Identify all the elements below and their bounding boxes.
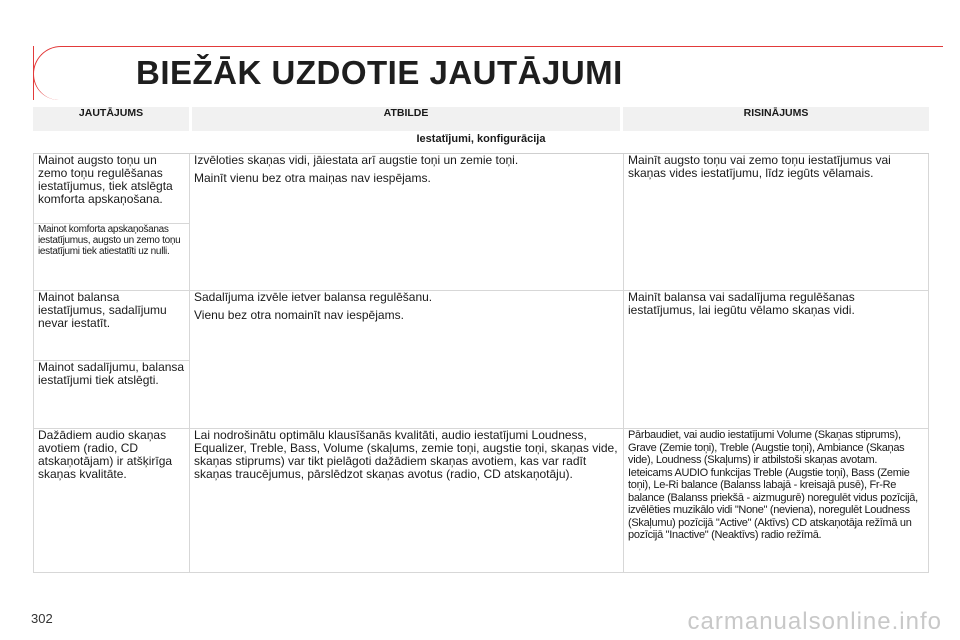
header-solution: RISINĀJUMS bbox=[623, 107, 929, 133]
question-cell bbox=[33, 224, 189, 291]
question-text: Mainot komforta apskaņošanas iestatījumus, augsto un zemo toņu iestatījumi tiek atiestatīti uz nulli. bbox=[38, 224, 181, 257]
question-text: Mainot sadalījumu, balansa iestatījumi tiek atslēgti. bbox=[38, 360, 185, 387]
faq-table bbox=[33, 107, 929, 573]
answer-text: Lai nodrošinātu optimālu klausīšanās kvalitāti, audio iestatījumi Loudness, Equalizer, Treble, Bass, Volume (skaļums, zemie toņi, augstie toņi, skaņas vide, skaņas stiprums) var tikt pielāgoti dažādiem skaņas avotiem, kas var radīt skaņas traucējumus, pārslēdzot skaņas avotus (radio, CD atskaņotāju). bbox=[194, 428, 618, 481]
question-text: Mainot augsto toņu un zemo toņu regulēšanas iestatījumus, tiek atslēgta komforta apskaņošana. bbox=[38, 153, 173, 206]
solution-text: Mainīt augsto toņu vai zemo toņu iestatījumus vai skaņas vides iestatījumu, līdz iegūts vēlamais. bbox=[628, 153, 891, 180]
answer-text: Izvēloties skaņas vidi, jāiestata arī augstie toņi un zemie toņi. bbox=[194, 153, 519, 167]
table-row bbox=[33, 429, 929, 573]
answer-text: Vienu bez otra nomainīt nav iespējams. bbox=[194, 308, 404, 322]
section-row bbox=[33, 133, 929, 154]
answer-cell bbox=[189, 291, 623, 429]
solution-cell bbox=[623, 429, 929, 573]
answer-cell bbox=[189, 429, 623, 573]
question-cell bbox=[33, 429, 189, 573]
table-row bbox=[33, 291, 929, 361]
solution-cell bbox=[623, 291, 929, 429]
question-cell bbox=[33, 291, 189, 361]
table-header-row bbox=[33, 107, 929, 133]
question-cell bbox=[33, 154, 189, 224]
question-text: Dažādiem audio skaņas avotiem (radio, CD atskaņotājam) ir atšķirīga skaņas kvalitāte. bbox=[38, 428, 173, 481]
header-question: JAUTĀJUMS bbox=[33, 107, 189, 133]
page-number: 302 bbox=[31, 611, 53, 626]
question-cell bbox=[33, 361, 189, 429]
watermark: carmanualsonline.info bbox=[687, 608, 942, 635]
question-text: Mainot balansa iestatījumus, sadalījumu nevar iestatīt. bbox=[38, 290, 167, 330]
section-title: Iestatījumi, konfigurācija bbox=[33, 133, 929, 154]
table-row bbox=[33, 154, 929, 224]
answer-cell bbox=[189, 154, 623, 291]
header-answer: ATBILDE bbox=[189, 107, 623, 133]
page-title: BIEŽĀK UZDOTIE JAUTĀJUMI bbox=[136, 54, 623, 91]
solution-text: Pārbaudiet, vai audio iestatījumi Volume (Skaņas stiprums), Grave (Zemie toņi), Treble (Augstie toņi), Ambiance (Skaņas vide), Loudness (Skaļums) ir atbilstoši skaņas avotam. Ieteicams AUDIO funkcijas Treble (Augstie toņi), Bass (Zemie toņi), Le-Ri balance (Balanss labajā - kreisajā pusē), Fr-Re balance (Balanss priekšā - aizmugurē) noregulēt vidus pozīcijā, izvēlēties muzikālo vidi "None" (neviena), noregulēt Loudness (Skaļumu) pozīcijā "Active" (Aktīvs) CD atskaņotāja režīmā un pozīcijā "Inactive" (Neaktīvs) radio režīmā. bbox=[628, 429, 918, 541]
answer-text: Mainīt vienu bez otra maiņas nav iespējams. bbox=[194, 171, 431, 185]
solution-cell bbox=[623, 154, 929, 291]
answer-text: Sadalījuma izvēle ietver balansa regulēšanu. bbox=[194, 290, 433, 304]
solution-text: Mainīt balansa vai sadalījuma regulēšanas iestatījumus, lai iegūtu vēlamo skaņas vidi. bbox=[628, 290, 855, 317]
